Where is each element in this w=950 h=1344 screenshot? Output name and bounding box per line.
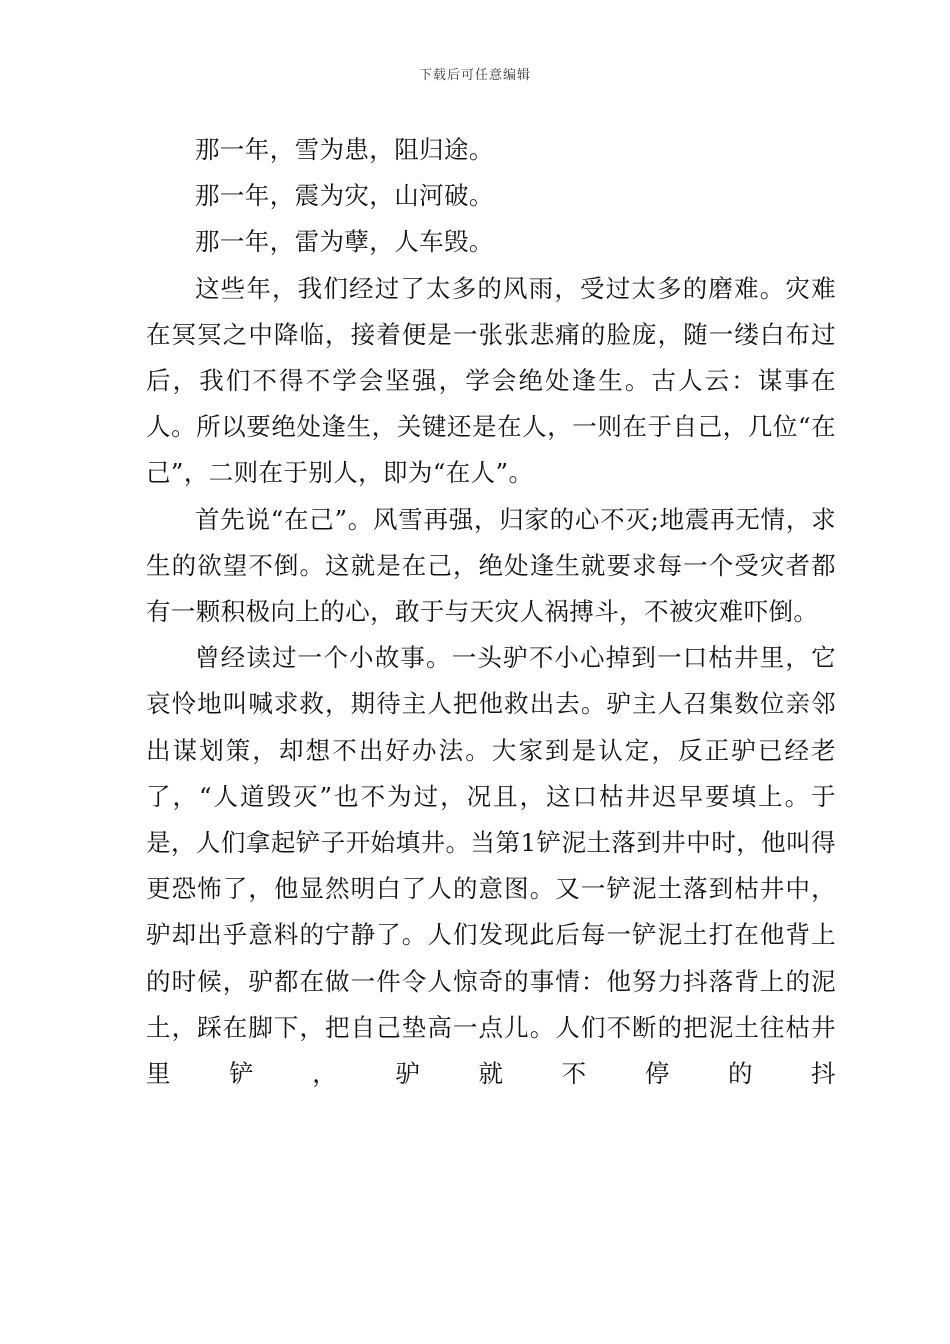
paragraph-5: 首先说“在己”。风雪再强，归家的心不灭;地震再无情，求生的欲望不倒。这就是在己，绝处逢生就要求每一个受灾者都有一颗积极向上的心，敢于与天灾人祸搏斗，不被灾难吓倒。 (146, 504, 836, 627)
paragraph-3: 那一年，雷为孽，人车毁。 (195, 227, 494, 257)
paragraph-4: 这些年，我们经过了太多的风雨，受过太多的磨难。灾难在冥冥之中降临，接着便是一张张悲痛的脸庞，随一缕白布过后，我们不得不学会坚强，学会绝处逢生。古人云：谋事在人。所以要绝处逢生，关键还是在人，一则在于自己，几位“在己”，二则在于别人，即为“在人”。 (146, 273, 836, 488)
document-body (146, 127, 836, 1097)
page-header: 下载后可任意编辑 (418, 68, 531, 83)
paragraph-1: 那一年，雪为患，阻归途。 (195, 135, 494, 164)
paragraph-6: 曾经读过一个小故事。一头驴不小心掉到一口枯井里，它哀怜地叫喊求救，期待主人把他救出去。驴主人召集数位亲邻出谋划策，却想不出好办法。大家到是认定，反正驴已经老了，“人道毁灭”也不为过，况且，这口枯井迟早要填上。于是，人们拿起铲子开始填井。当第1铲泥土落到井中时，他叫得更恐怖了，他显然明白了人的意图。又一铲泥土落到枯井中，驴却出乎意料的宁静了。人们发现此后每一铲泥土打在他背上的时候，驴都在做一件令人惊奇的事情：他努力抖落背上的泥土，踩在脚下，把自己垫高一点儿。人们不断的把泥土往枯井里铲，驴就不停的抖 (146, 643, 836, 1089)
paragraph-2: 那一年，震为灾，山河破。 (195, 181, 494, 211)
